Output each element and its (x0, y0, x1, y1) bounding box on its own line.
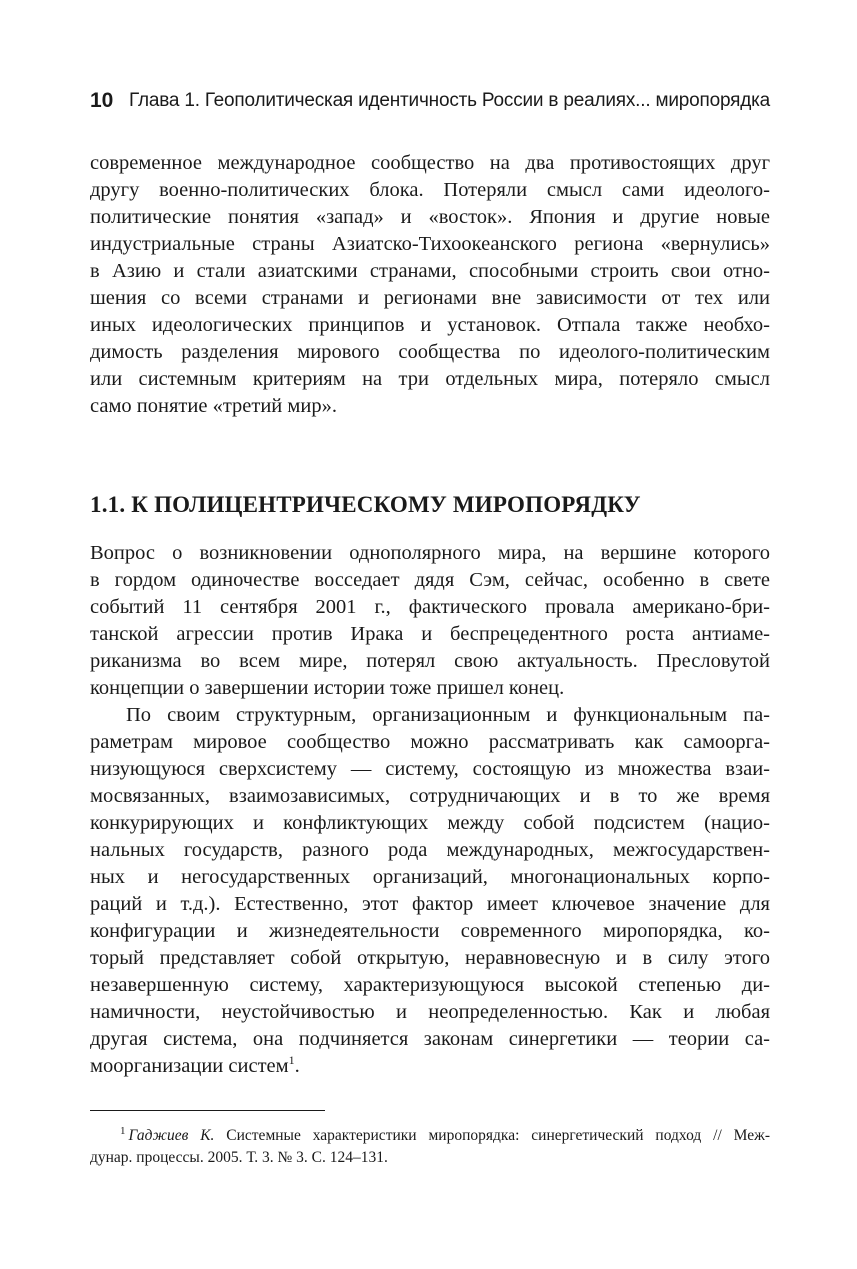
text-line: низующуюся сверхсистему — систему, состоящую из множества взаи- (90, 758, 770, 780)
last-line-end: . (294, 1055, 300, 1077)
footnote-citation: Системные характеристики миропорядка: синергетический подход // Меж- (214, 1127, 770, 1144)
text-line: современное международное сообщество на два противостоящих друг (90, 152, 770, 174)
text-line: иных идеологических принципов и установок. Отпала также необхо- (90, 314, 770, 336)
text-line: конфигурации и жизнедеятельности современного миропорядка, ко- (90, 920, 770, 942)
footnote-divider (90, 1110, 325, 1111)
text-line: концепции о завершении истории тоже пришел конец. (90, 677, 565, 699)
page-number: 10 (90, 89, 114, 112)
text-line: димость разделения мирового сообщества по идеолого-политическим (90, 341, 770, 363)
paragraph-continuation (90, 150, 770, 420)
running-head (90, 86, 770, 116)
text-line: конкурирующих и конфликтующих между собой подсистем (нацио- (90, 812, 770, 834)
text-line: раметрам мировое сообщество можно рассматривать как самоорга- (90, 731, 770, 753)
text-line: или системным критериям на три отдельных мира, потеряло смысл (90, 368, 770, 390)
text-line: другая система, она подчиняется законам синергетики — теории са- (90, 1028, 770, 1050)
text-line-with-footnote-ref (90, 1053, 770, 1080)
text-line: другу военно-политических блока. Потеряли смысл сами идеолого- (90, 179, 770, 201)
text-line: событий 11 сентября 2001 г., фактического провала американо-бри- (90, 596, 770, 618)
text-line: в Азию и стали азиатскими странами, способными строить свои отно- (90, 260, 770, 282)
text-line: Вопрос о возникновении однополярного мира, на вершине которого (90, 542, 770, 564)
text-line: мосвязанных, взаимозависимых, сотрудничающих и в то же время (90, 785, 770, 807)
section-heading: 1.1. К ПОЛИЦЕНТРИЧЕСКОМУ МИРОПОРЯДКУ (90, 492, 641, 517)
text-line: риканизма во всем мире, потерял свою актуальность. Пресловутой (90, 650, 770, 672)
text-line: раций и т.д.). Естественно, этот фактор имеет ключевое значение для (90, 893, 770, 915)
text-line: По своим структурным, организационным и функциональным па- (126, 704, 770, 726)
text-line: политические понятия «запад» и «восток». Япония и другие новые (90, 206, 770, 228)
text-line: намичности, неустойчивостью и неопределенностью. Как и любая (90, 1001, 770, 1023)
footnote (90, 1125, 770, 1169)
chapter-title: Глава 1. Геополитическая идентичность России в реалиях... миропорядка (128, 90, 770, 111)
text-line: танской агрессии против Ирака и беспрецедентного роста антиаме- (90, 623, 770, 645)
last-line-text: моорганизации систем (90, 1055, 289, 1077)
footnote-author: Гаджиев К. (128, 1127, 215, 1144)
text-line: шения со всеми странами и регионами вне зависимости от тех или (90, 287, 770, 309)
text-line: само понятие «третий мир». (90, 395, 337, 417)
text-line: торый представляет собой открытую, неравновесную и в силу этого (90, 947, 770, 969)
text-line: индустриальные страны Азиатско-Тихоокеанского региона «вернулись» (90, 233, 770, 255)
text-line: незавершенную систему, характеризующуюся высокой степенью ди- (90, 974, 770, 996)
text-line: ных и негосударственных организаций, многонациональных корпо- (90, 866, 770, 888)
section-body (90, 540, 770, 1080)
text-line: в гордом одиночестве восседает дядя Сэм, сейчас, особенно в свете (90, 569, 770, 591)
text-line: нальных государств, разного рода международных, межгосударствен- (90, 839, 770, 861)
footnote-line: дунар. процессы. 2005. Т. 3. № 3. С. 124–131. (90, 1149, 388, 1166)
footnote-reference[interactable]: 1 (288, 1053, 295, 1068)
footnote-marker: 1 (120, 1124, 126, 1137)
footnote-line (90, 1125, 770, 1147)
